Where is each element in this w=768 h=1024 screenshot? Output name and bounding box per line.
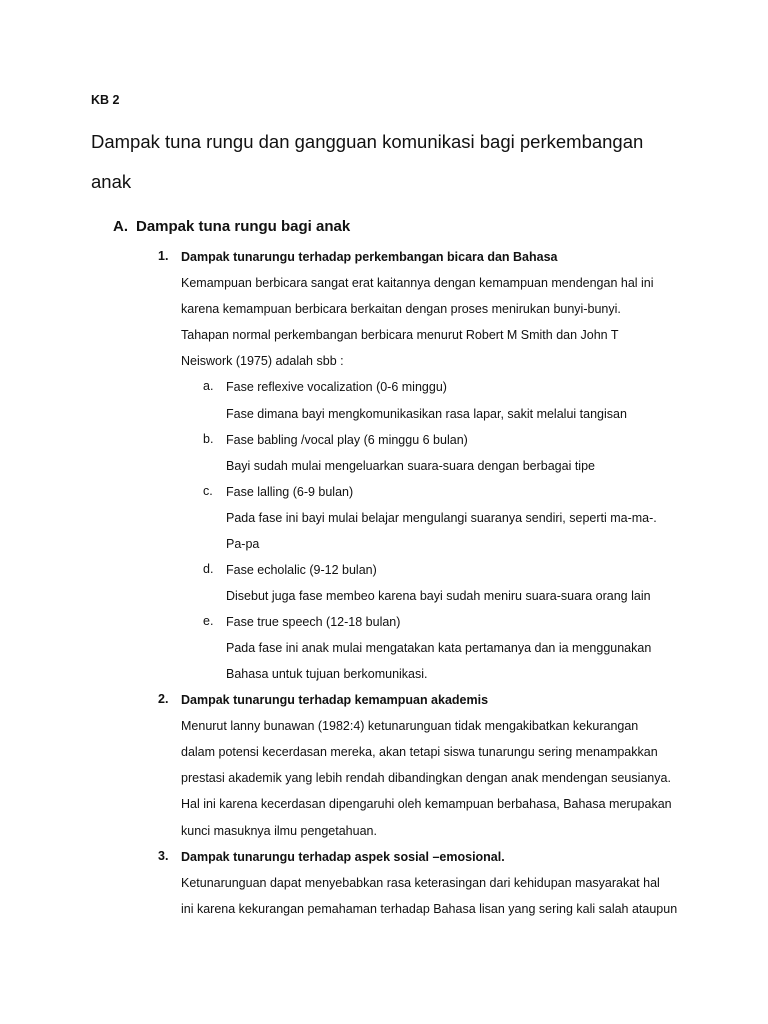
- subitem-text: Fase dimana bayi mengkomunikasikan rasa lapar, sakit melalui tangisan: [226, 407, 627, 421]
- item-text-line: Kemampuan berbicara sangat erat kaitannya dengan kemampuan mendengan hal ini: [181, 276, 654, 290]
- subitem-title: Fase reflexive vocalization (0-6 minggu): [226, 380, 447, 394]
- item-text-line: prestasi akademik yang lebih rendah dibandingkan dengan anak mendengan seusianya.: [181, 771, 671, 785]
- subitem-text: Disebut juga fase membeo karena bayi sudah meniru suara-suara orang lain: [226, 589, 651, 603]
- subitem-text: Pada fase ini anak mulai mengatakan kata pertamanya dan ia menggunakan: [226, 641, 652, 655]
- item-text-line: Ketunarunguan dapat menyebabkan rasa keterasingan dari kehidupan masyarakat hal: [181, 876, 660, 890]
- subitem-label: b.: [203, 432, 214, 446]
- subitem-title: Fase true speech (12-18 bulan): [226, 615, 401, 629]
- item-heading: Dampak tunarungu terhadap aspek sosial –emosional.: [181, 850, 505, 864]
- subitem-text: Bayi sudah mulai mengeluarkan suara-suara dengan berbagai tipe: [226, 459, 595, 473]
- subitem-label: c.: [203, 484, 213, 498]
- item-text-line: Menurut lanny bunawan (1982:4) ketunarunguan tidak mengakibatkan kekurangan: [181, 719, 639, 733]
- subitem-title: Fase echolalic (9-12 bulan): [226, 563, 377, 577]
- section-label: A.: [113, 218, 128, 235]
- item-text-line: kunci masuknya ilmu pengetahuan.: [181, 824, 377, 838]
- item-text-line: karena kemampuan berbicara berkaitan dengan proses menirukan bunyi-bunyi.: [181, 302, 621, 316]
- subitem-label: e.: [203, 614, 214, 628]
- subitem-label: d.: [203, 562, 214, 576]
- doc-kb-label: KB 2: [91, 93, 120, 107]
- item-text-line: Tahapan normal perkembangan berbicara menurut Robert M Smith dan John T: [181, 328, 619, 342]
- subitem-text: Pada fase ini bayi mulai belajar mengulangi suaranya sendiri, seperti ma-ma-.: [226, 511, 657, 525]
- item-text-line: dalam potensi kecerdasan mereka, akan tetapi siswa tunarungu sering menampakkan: [181, 745, 658, 759]
- doc-title-line-1: Dampak tuna rungu dan gangguan komunikasi bagi perkembangan: [91, 131, 644, 152]
- doc-title-line-2: anak: [91, 171, 132, 192]
- subitem-text: Pa-pa: [226, 537, 260, 551]
- subitem-text: Bahasa untuk tujuan berkomunikasi.: [226, 667, 428, 681]
- item-number: 1.: [158, 249, 169, 263]
- subitem-title: Fase babling /vocal play (6 minggu 6 bulan): [226, 433, 468, 447]
- section-title: Dampak tuna rungu bagi anak: [136, 218, 351, 235]
- item-text-line: Neiswork (1975) adalah sbb :: [181, 354, 344, 368]
- item-number: 3.: [158, 849, 169, 863]
- item-text-line: ini karena kekurangan pemahaman terhadap Bahasa lisan yang sering kali salah ataupun: [181, 902, 678, 916]
- subitem-title: Fase lalling (6-9 bulan): [226, 485, 354, 499]
- item-heading: Dampak tunarungu terhadap kemampuan akademis: [181, 693, 489, 707]
- subitem-label: a.: [203, 379, 214, 393]
- item-number: 2.: [158, 692, 169, 706]
- section-heading: [113, 218, 350, 235]
- item-text-line: Hal ini karena kecerdasan dipengaruhi oleh kemampuan berbahasa, Bahasa merupakan: [181, 797, 672, 811]
- item-heading: Dampak tunarungu terhadap perkembangan bicara dan Bahasa: [181, 250, 558, 264]
